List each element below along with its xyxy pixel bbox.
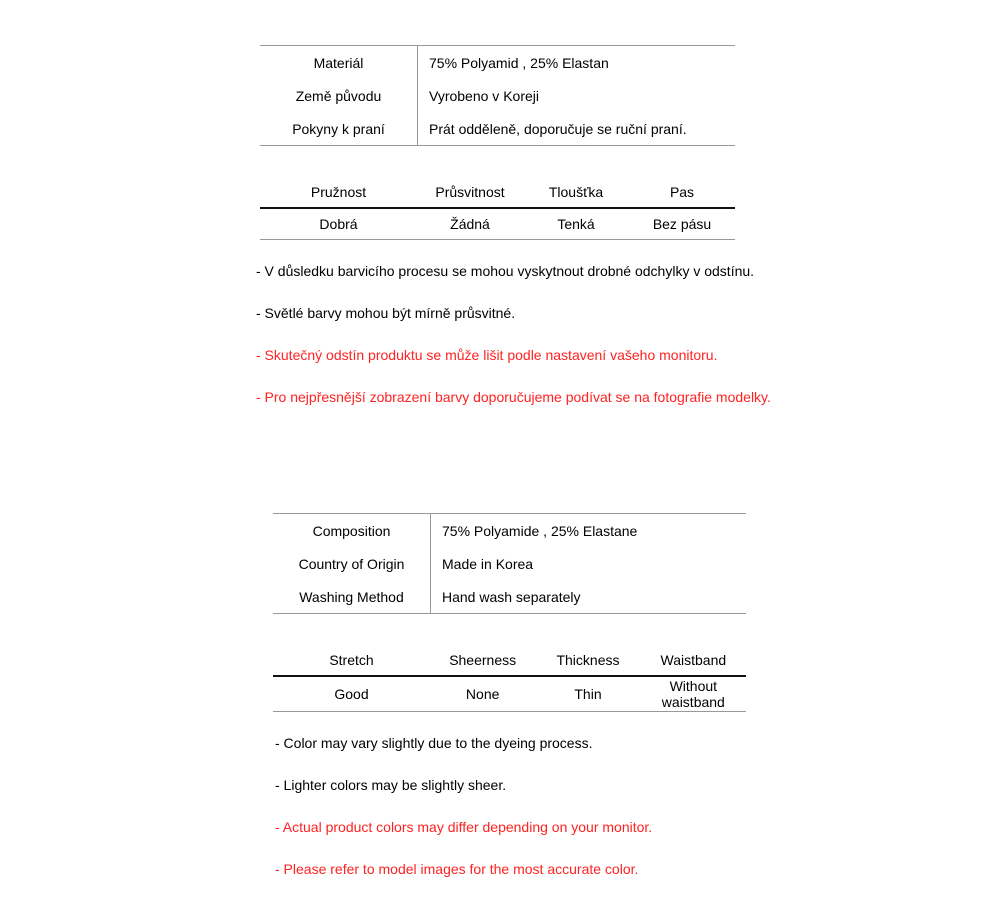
info-label-material: Materiál (260, 46, 418, 80)
notes-english (275, 736, 746, 876)
note-model-images: - Please refer to model images for the most accurate color. (275, 861, 639, 877)
product-info-section-english (273, 513, 746, 904)
note-sheer: - Lighter colors may be slightly sheer. (275, 777, 507, 793)
spec-value-stretch: Dobrá (260, 208, 417, 240)
spec-table-english (273, 644, 746, 712)
note-monitor: - Actual product colors may differ depending on your monitor. (275, 819, 653, 835)
spec-value-waistband: Bez pásu (629, 208, 735, 240)
spec-header-sheerness: Sheerness (430, 644, 535, 676)
spec-value-row (273, 676, 746, 712)
note-dyeing: - V důsledku barvicího procesu se mohou vyskytnout drobné odchylky v odstínu. (256, 263, 755, 279)
table-row (273, 547, 746, 580)
spec-header-stretch: Pružnost (260, 176, 417, 208)
info-value-washing: Hand wash separately (442, 588, 581, 605)
spec-header-stretch: Stretch (273, 644, 430, 676)
info-value-origin: Vyrobeno v Koreji (429, 87, 539, 104)
spec-value-stretch: Good (273, 676, 430, 712)
table-row (260, 112, 735, 146)
info-label-composition: Composition (273, 514, 431, 548)
info-table-czech (260, 45, 735, 146)
table-row (260, 46, 735, 80)
table-row (273, 580, 746, 614)
info-label-origin: Country of Origin (273, 547, 431, 580)
note-dyeing: - Color may vary slightly due to the dyeing process. (275, 735, 593, 751)
info-label-washing: Pokyny k praní (260, 112, 418, 146)
spec-table-czech (260, 176, 735, 240)
note-monitor: - Skutečný odstín produktu se může lišit podle nastavení vašeho monitoru. (256, 347, 718, 363)
spec-header-waistband: Waistband (641, 644, 746, 676)
info-label-washing: Washing Method (273, 580, 431, 614)
spec-value-waistband: Without waistband (641, 676, 746, 712)
note-sheer: - Světlé barvy mohou být mírně průsvitné. (256, 305, 516, 321)
product-info-section-czech (256, 45, 771, 432)
info-value-composition: 75% Polyamide , 25% Elastane (442, 522, 638, 539)
spec-value-sheerness: None (430, 676, 535, 712)
spec-header-thickness: Thickness (535, 644, 640, 676)
info-value-material: 75% Polyamid , 25% Elastan (429, 54, 609, 71)
table-row (273, 514, 746, 548)
spec-value-thickness: Thin (535, 676, 640, 712)
note-model-images: - Pro nejpřesnější zobrazení barvy doporučujeme podívat se na fotografie modelky. (256, 389, 771, 405)
spec-value-sheerness: Žádná (417, 208, 523, 240)
table-row (260, 79, 735, 112)
info-table-english (273, 513, 746, 614)
spec-value-row (260, 208, 735, 240)
info-value-washing: Prát odděleně, doporučuje se ruční praní. (429, 120, 687, 137)
info-label-origin: Země původu (260, 79, 418, 112)
spec-value-thickness: Tenká (523, 208, 629, 240)
spec-header-row (260, 176, 735, 208)
spec-header-thickness: Tloušťka (523, 176, 629, 208)
spec-header-sheerness: Průsvitnost (417, 176, 523, 208)
info-value-origin: Made in Korea (442, 555, 534, 572)
spec-header-waistband: Pas (629, 176, 735, 208)
notes-czech (256, 263, 771, 405)
spec-header-row (273, 644, 746, 676)
